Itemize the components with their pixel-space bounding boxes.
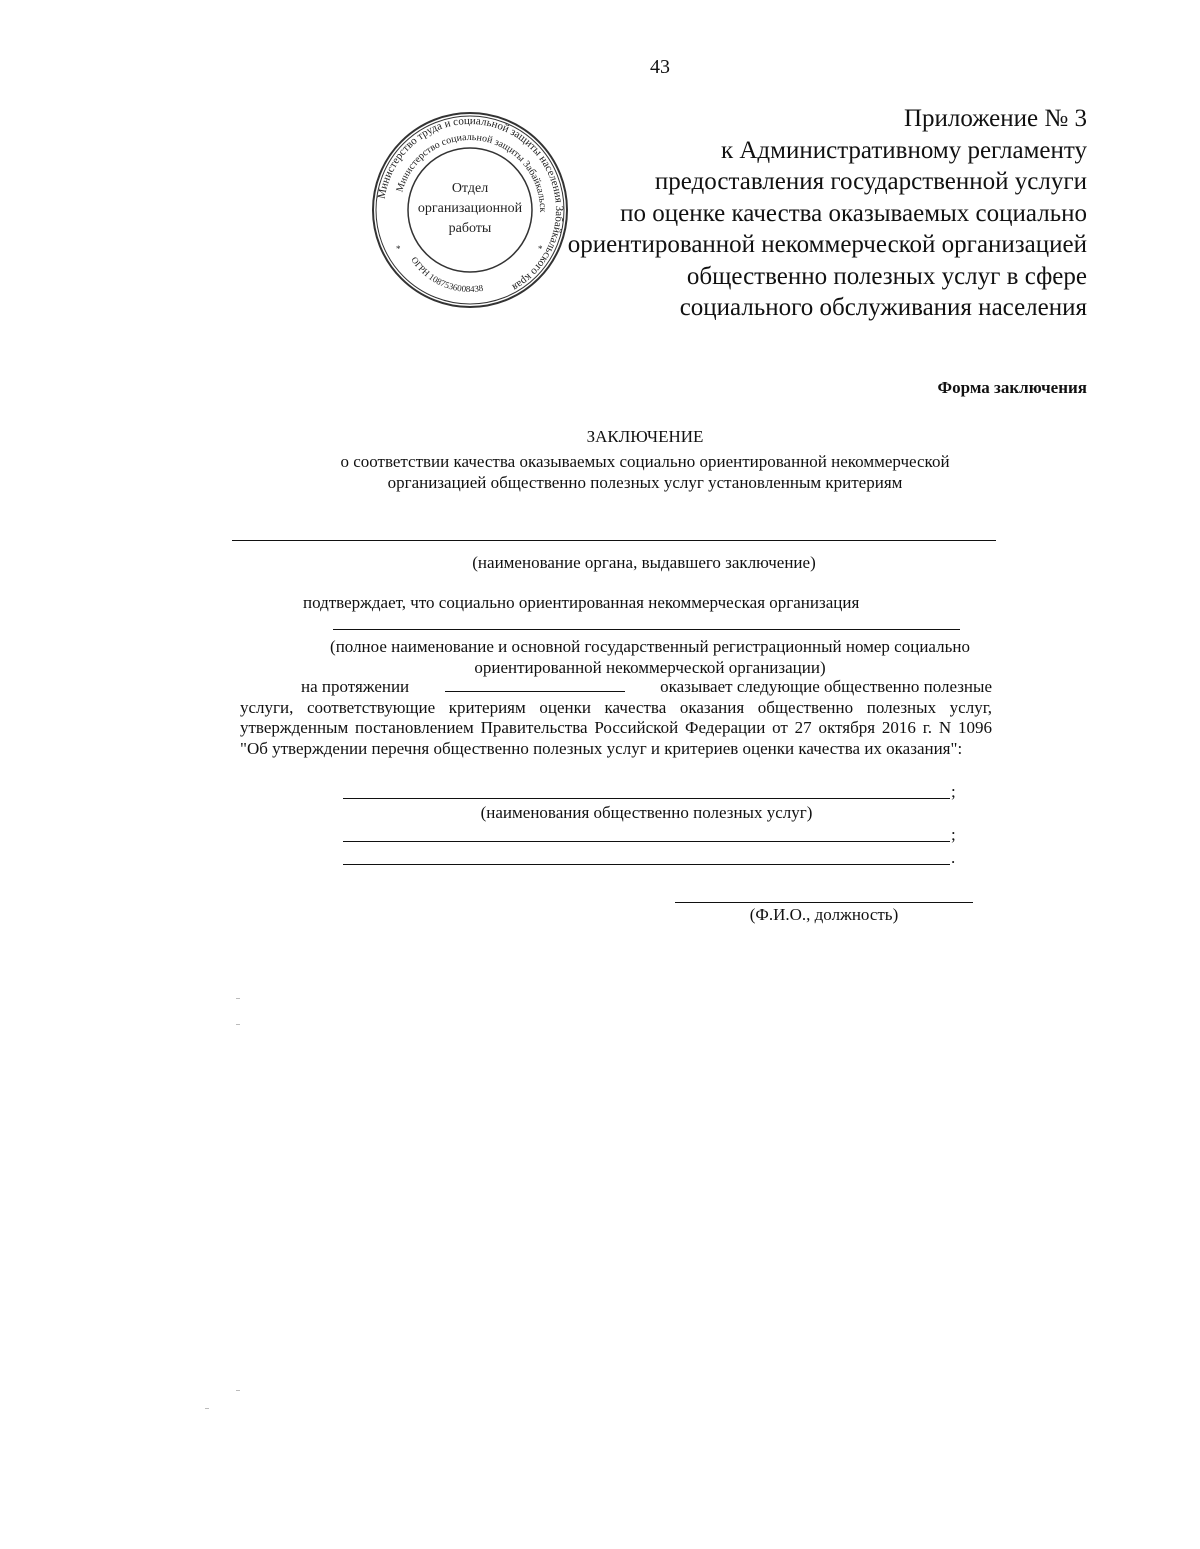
stamp-center-line-3: работы: [448, 221, 492, 236]
paragraph-rest: услуги, соответствующие критериям оценки качества оказания общественно полезных услуг, утвержденным постановлением Правительства Российской Федерации от 27 октября 2016 г. N 1096 "Об утверждении перечня общественно полезных услуг и критериев оценки качества их оказания":: [240, 697, 992, 758]
page-number: 43: [650, 56, 670, 78]
scan-speck: [205, 1408, 209, 1409]
svg-text:*: *: [396, 244, 401, 254]
form-label: Форма заключения: [937, 378, 1087, 397]
appendix-header: [568, 103, 1087, 324]
service-line-2-end: ;: [951, 825, 956, 844]
period-blank: [445, 677, 625, 692]
service-line-3-end: .: [951, 848, 956, 867]
scan-speck: [236, 998, 240, 999]
signature-caption: (Ф.И.О., должность): [749, 905, 899, 924]
stamp-center-line-1: Отдел: [451, 181, 489, 196]
confirms-text: подтверждает, что социально ориентированная некоммерческая организация: [303, 593, 860, 612]
official-stamp: [370, 110, 570, 310]
service-line-1: [343, 798, 950, 799]
paragraph-after-blank: оказывает следующие общественно полезные: [660, 677, 992, 696]
stamp-ring-text: Министерство труда и социальной защиты населения Забайкальского края: [375, 114, 566, 294]
stamp-center-line-2: организационной: [417, 201, 523, 216]
stamp-ogrn-text: ОГРН 1087536008438: [409, 254, 484, 295]
stamp-graphic: [370, 110, 570, 310]
service-line-3: [343, 864, 950, 865]
appendix-line: предоставления государственной услуги: [654, 168, 1087, 195]
appendix-line: ориентированной некоммерческой организацией: [567, 231, 1087, 258]
svg-text:ОГРН 1087536008438: [409, 255, 484, 294]
document-title: ЗАКЛЮЧЕНИЕ: [586, 427, 704, 446]
organization-caption-line: ориентированной некоммерческой организации): [474, 658, 826, 677]
organization-caption: [240, 636, 1060, 678]
organization-name-line: [333, 629, 960, 630]
appendix-line: общественно полезных услуг в сфере: [686, 262, 1087, 290]
subtitle-line: о соответствии качества оказываемых социально ориентированной некоммерческой: [340, 452, 950, 471]
service-line-2: [343, 841, 950, 842]
scan-speck: [236, 1024, 240, 1025]
services-paragraph: [240, 677, 992, 759]
paragraph-lead: на протяжении: [301, 677, 410, 696]
signature-line: [675, 902, 973, 903]
subtitle-line: организацией общественно полезных услуг установленным критериям: [387, 473, 903, 492]
services-caption: (наименования общественно полезных услуг): [480, 803, 813, 822]
issuer-name-line: [232, 540, 996, 541]
appendix-line: Приложение № 3: [903, 105, 1087, 132]
scan-speck: [236, 1390, 240, 1391]
appendix-line: социального обслуживания населения: [679, 294, 1087, 321]
service-line-1-end: ;: [951, 782, 956, 801]
stamp-inner-ring-text: Министерство социальной защиты Забайкальск: [394, 131, 549, 212]
document-subtitle: [280, 451, 1010, 493]
appendix-line: к Административному регламенту: [720, 136, 1087, 164]
appendix-line: по оценке качества оказываемых социально: [620, 199, 1087, 227]
organization-caption-line: (полное наименование и основной государственный регистрационный номер социально: [330, 637, 970, 656]
issuer-caption: (наименование органа, выдавшего заключение): [472, 553, 816, 572]
svg-text:*: *: [538, 244, 543, 254]
